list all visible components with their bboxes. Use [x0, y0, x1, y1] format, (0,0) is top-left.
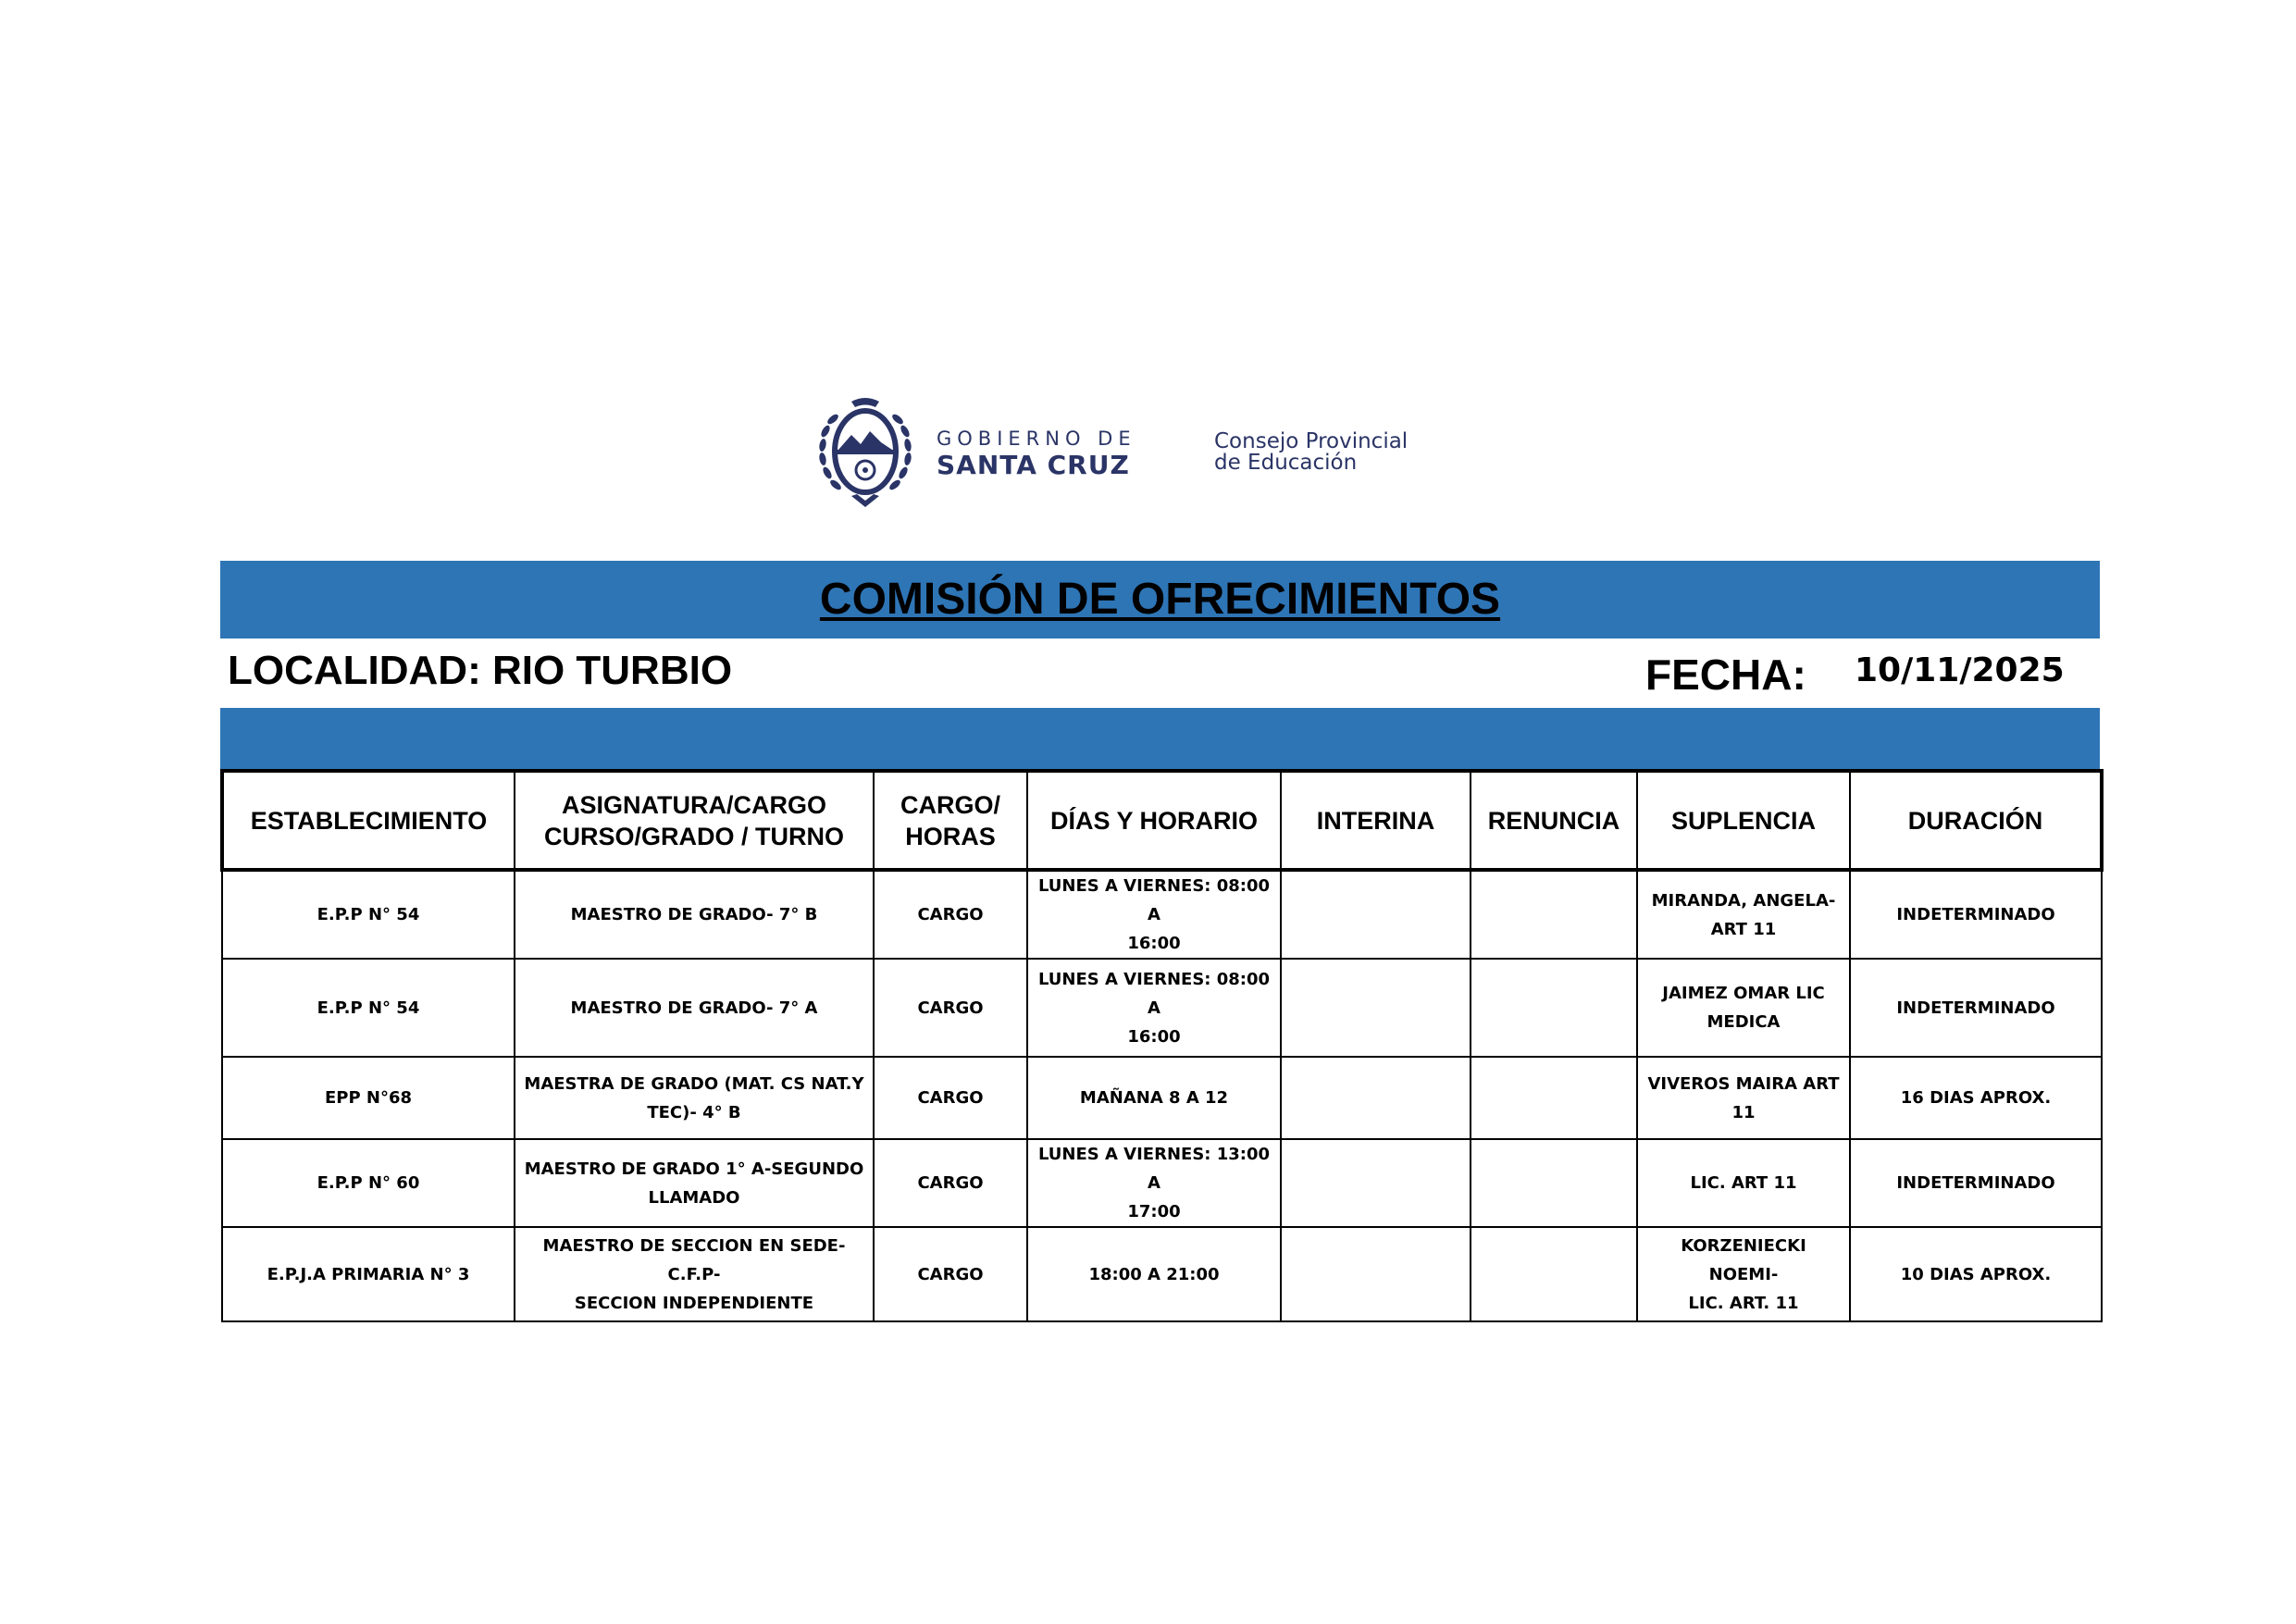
cell-asignatura: MAESTRO DE SECCION EN SEDE- C.F.P- SECCION INDEPENDIENTE [515, 1227, 874, 1321]
cell-suplencia: JAIMEZ OMAR LIC MEDICA [1637, 959, 1850, 1057]
cell-asignatura: MAESTRO DE GRADO- 7° B [515, 870, 874, 959]
cell-interina [1281, 959, 1471, 1057]
cell-duracion: 10 DIAS APROX. [1850, 1227, 2102, 1321]
header-cargo-horas: CARGO/ HORAS [874, 771, 1027, 870]
cell-establecimiento: E.P.J.A PRIMARIA N° 3 [222, 1227, 515, 1321]
cell-establecimiento: E.P.P N° 54 [222, 870, 515, 959]
table-row [222, 959, 2102, 1057]
cell-renuncia [1471, 1227, 1637, 1321]
cell-duracion: INDETERMINADO [1850, 870, 2102, 959]
cell-horario: MAÑANA 8 A 12 [1027, 1057, 1281, 1139]
table-row [222, 870, 2102, 959]
de-educacion-text: de Educación [1214, 451, 1358, 475]
cell-renuncia [1471, 959, 1637, 1057]
header-dias-horario: DÍAS Y HORARIO [1027, 771, 1281, 870]
cell-duracion: INDETERMINADO [1850, 959, 2102, 1057]
table-row [222, 1139, 2102, 1227]
cell-establecimiento: E.P.P N° 60 [222, 1139, 515, 1227]
cell-establecimiento: EPP N°68 [222, 1057, 515, 1139]
cell-suplencia: VIVEROS MAIRA ART 11 [1637, 1057, 1850, 1139]
header-interina: INTERINA [1281, 771, 1471, 870]
cell-duracion: INDETERMINADO [1850, 1139, 2102, 1227]
localidad-label: LOCALIDAD: RIO TURBIO [228, 648, 733, 693]
table-row [222, 1227, 2102, 1321]
cell-horario: LUNES A VIERNES: 13:00 A 17:00 [1027, 1139, 1281, 1227]
header-suplencia: SUPLENCIA [1637, 771, 1850, 870]
cell-establecimiento: E.P.P N° 54 [222, 959, 515, 1057]
cell-suplencia: LIC. ART 11 [1637, 1139, 1850, 1227]
cell-renuncia [1471, 1057, 1637, 1139]
cell-horario: 18:00 A 21:00 [1027, 1227, 1281, 1321]
cell-suplencia: MIRANDA, ANGELA- ART 11 [1637, 870, 1850, 959]
cell-cargo: CARGO [874, 1057, 1027, 1139]
page-title: COMISIÓN DE OFRECIMIENTOS [819, 575, 1501, 624]
header-separator-bar [220, 708, 2100, 769]
cell-cargo: CARGO [874, 870, 1027, 959]
header-duracion: DURACIÓN [1850, 771, 2102, 870]
cell-renuncia [1471, 870, 1637, 959]
cell-cargo: CARGO [874, 1139, 1027, 1227]
cell-cargo: CARGO [874, 959, 1027, 1057]
cell-horario: LUNES A VIERNES: 08:00 A 16:00 [1027, 959, 1281, 1057]
consejo-provincial-text: Consejo Provincial [1214, 429, 1409, 453]
cell-duracion: 16 DIAS APROX. [1850, 1057, 2102, 1139]
ofrecimientos-table [220, 769, 2104, 1322]
cell-horario: LUNES A VIERNES: 08:00 A 16:00 [1027, 870, 1281, 959]
santa-cruz-text: SANTA CRUZ [937, 450, 1130, 480]
cell-interina [1281, 870, 1471, 959]
header-logo [814, 394, 1444, 510]
cell-interina [1281, 1139, 1471, 1227]
cell-renuncia [1471, 1139, 1637, 1227]
cell-suplencia: KORZENIECKI NOEMI- LIC. ART. 11 [1637, 1227, 1850, 1321]
gobierno-de-text: GOBIERNO DE [937, 428, 1136, 450]
title-bar [220, 561, 2100, 638]
cell-asignatura: MAESTRA DE GRADO (MAT. CS NAT.Y TEC)- 4° B [515, 1057, 874, 1139]
cell-interina [1281, 1227, 1471, 1321]
table-header-row [222, 771, 2102, 870]
table-row [222, 1057, 2102, 1139]
cell-asignatura: MAESTRO DE GRADO 1° A-SEGUNDO LLAMADO [515, 1139, 874, 1227]
cell-cargo: CARGO [874, 1227, 1027, 1321]
header-asignatura: ASIGNATURA/CARGO CURSO/GRADO / TURNO [515, 771, 874, 870]
fecha-label: FECHA: [1645, 651, 1806, 699]
header-establecimiento: ESTABLECIMIENTO [222, 771, 515, 870]
cell-asignatura: MAESTRO DE GRADO- 7° A [515, 959, 874, 1057]
fecha-value: 10/11/2025 [1855, 651, 2065, 689]
santa-cruz-emblem-icon [814, 394, 916, 510]
header-renuncia: RENUNCIA [1471, 771, 1637, 870]
cell-interina [1281, 1057, 1471, 1139]
